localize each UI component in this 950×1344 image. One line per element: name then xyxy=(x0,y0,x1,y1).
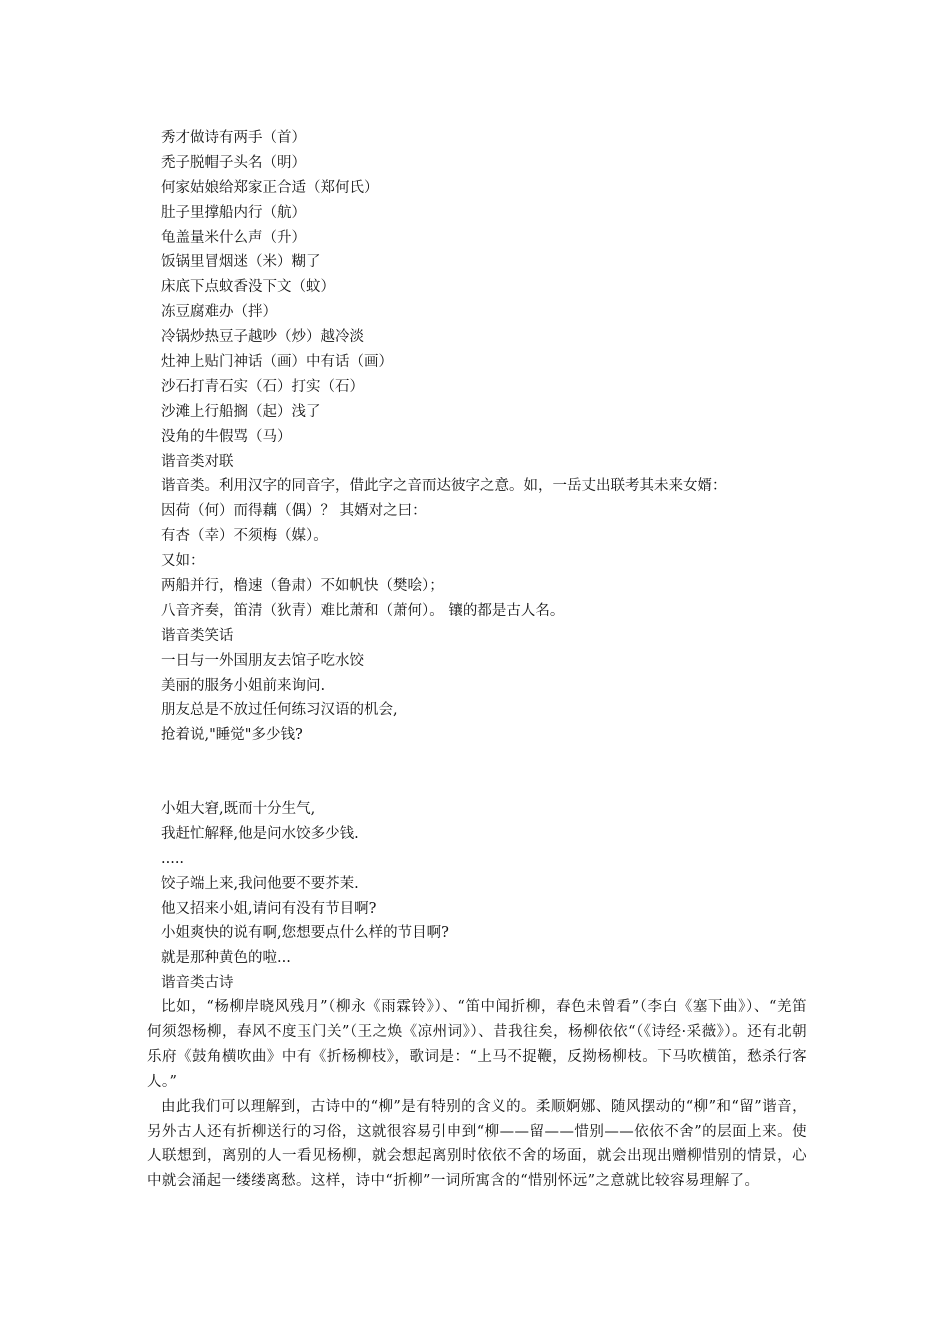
text-line: 一日与一外国朋友去馆子吃水饺 xyxy=(161,652,364,669)
text-line: 朋友总是不放过任何练习汉语的机会, xyxy=(161,702,398,719)
text-line: 肚子里撑船内行（航） xyxy=(161,204,306,221)
text-line: 禿子脱帽子头名（明） xyxy=(161,154,306,171)
text-line: 小姐爽快的说有啊,您想要点什么样的节目啊? xyxy=(161,925,449,942)
text-line: 没角的牛假骂（马） xyxy=(161,428,292,445)
text-block-part2 xyxy=(147,797,807,996)
text-line: 沙滩上行船搁（起）浅了 xyxy=(161,403,321,420)
text-line: 秀才做诗有两手（首） xyxy=(161,130,306,146)
text-line: 冷锅炒热豆子越吵（炒）越冷淡 xyxy=(161,329,364,346)
text-block-part1 xyxy=(147,126,807,748)
text-line: 小姐大窘,既而十分生气, xyxy=(161,801,316,817)
text-line: 他又招来小姐,请问有没有节目啊? xyxy=(161,900,377,917)
section-heading: 谐音类对联 xyxy=(161,453,234,470)
section-heading: 谐音类古诗 xyxy=(161,975,234,992)
text-line: 冻豆腐难办（拌） xyxy=(161,304,277,321)
text-line: 灶神上贴门神话（画）中有话（画） xyxy=(161,354,393,371)
text-line: 我赶忙解释,他是问水饺多少钱. xyxy=(161,825,359,842)
text-line: 床底下点蚊香没下文（蚊） xyxy=(161,279,335,296)
text-line: 八音齐奏，笛清（狄青）难比萧和（萧何）。 镶的都是古人名。 xyxy=(161,602,565,619)
section-heading: 谐音类笑话 xyxy=(161,627,234,644)
text-block-paragraphs xyxy=(147,995,807,1194)
text-line: 沙石打青石实（石）打实（石） xyxy=(161,378,364,395)
text-line: 又如： xyxy=(161,553,205,570)
paragraph: 由此我们可以理解到，古诗中的“柳”是有特别的含义的。柔顺婀娜、随风摆动的“柳”和“留”谐音，另外古人还有折柳送行的习俗，这就很容易引申到“柳——留——惜别——依依不舍”的层面上来。使人联想到，离别的人一看见杨柳，就会想起离别时依依不舍的场面，就会出现出赠柳惜别的情景，心中就会涌起一缕缕离愁。这样，诗中“折柳”一词所寓含的“惜别怀远”之意就比较容易理解了。 xyxy=(147,1098,807,1190)
text-line: 就是那种黄色的啦... xyxy=(161,950,291,967)
text-line: 因荷（何）而得藕（偶）？ 其婿对之曰： xyxy=(161,503,427,520)
text-line: 有杏（幸）不须梅（媒）。 xyxy=(161,528,328,545)
text-line: 美丽的服务小姐前来询问. xyxy=(161,677,326,694)
text-line: 何家姑娘给郑家正合适（郑何氏） xyxy=(161,179,379,196)
paragraph: 比如，“杨柳岸晓风残月”（柳永《雨霖铃》）、“笛中闻折柳，春色未曾看”（李白《塞下曲》）、“羌笛何须怨杨柳，春风不度玉门关”（王之焕《凉州词》）、昔我往矣，杨柳依依“（《诗经·采薇》）。还有北朝乐府《鼓角横吹曲》中有《折杨柳枝》，歌词是：“上马不捉鞭，反拗杨柳枝。下马吹横笛，愁杀行客人。” xyxy=(147,999,807,1090)
text-line: 饺子端上来,我问他要不要芥茉. xyxy=(161,875,359,892)
text-line: 谐音类。利用汉字的同音字，借此字之音而达彼字之意。如，一岳丈出联考其未来女婿： xyxy=(161,478,727,495)
text-line: 抢着说,"睡觉"多少钱? xyxy=(161,727,303,744)
text-line: 龟盖量米什么声（升） xyxy=(161,229,306,246)
text-line: 饭锅里冒烟迷（米）糊了 xyxy=(161,254,321,271)
text-line: 两船并行，橹速（鲁肃）不如帆快（樊哙）； xyxy=(161,578,444,595)
text-line: ..... xyxy=(161,850,185,867)
